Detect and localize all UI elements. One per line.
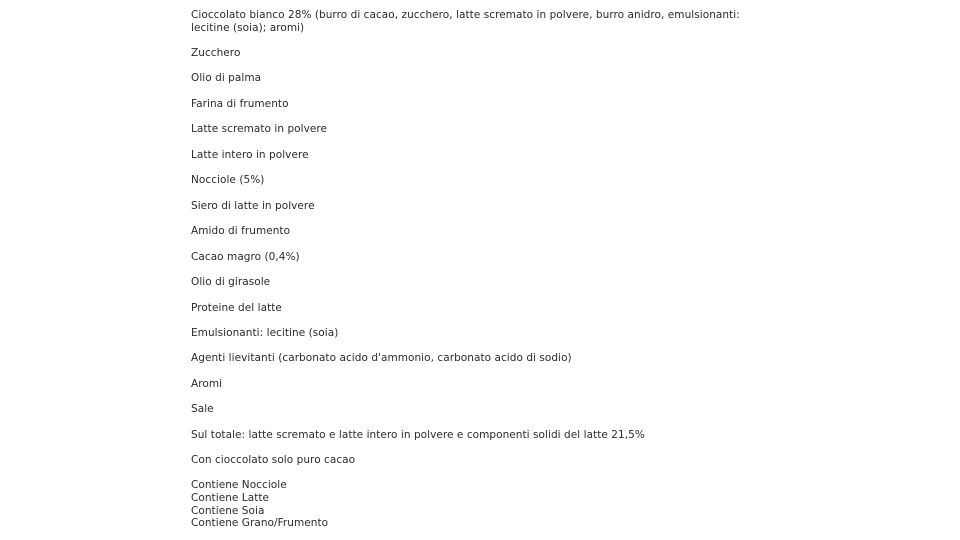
ingredient-item: Latte intero in polvere bbox=[191, 149, 309, 161]
allergen-item: Contiene Nocciole bbox=[191, 479, 287, 491]
ingredient-item: Cioccolato bianco 28% (burro di cacao, zucchero, latte scremato in polvere, burro anidro, emulsionanti: lecitine (soia); aromi) bbox=[191, 9, 740, 34]
ingredient-item: Latte scremato in polvere bbox=[191, 123, 328, 135]
ingredient-item: Sul totale: latte scremato e latte intero in polvere e componenti solidi del latte 21,5% bbox=[191, 429, 645, 441]
ingredient-item: Amido di frumento bbox=[191, 225, 291, 237]
ingredient-item: Zucchero bbox=[191, 47, 241, 59]
ingredient-item: Proteine del latte bbox=[191, 302, 282, 314]
ingredient-item: Agenti lievitanti (carbonato acido d'ammonio, carbonato acido di sodio) bbox=[191, 352, 572, 364]
allergens-block bbox=[191, 479, 791, 530]
ingredient-item: Olio di palma bbox=[191, 72, 262, 84]
ingredient-item: Olio di girasole bbox=[191, 276, 271, 288]
ingredient-item: Emulsionanti: lecitine (soia) bbox=[191, 327, 339, 339]
ingredient-item: Nocciole (5%) bbox=[191, 174, 265, 186]
ingredient-item: Sale bbox=[191, 403, 214, 415]
ingredient-item: Cacao magro (0,4%) bbox=[191, 251, 300, 263]
ingredient-item: Siero di latte in polvere bbox=[191, 200, 315, 212]
allergen-item: Contiene Soia bbox=[191, 504, 265, 517]
allergen-item: Contiene Grano/Frumento bbox=[191, 517, 329, 530]
ingredient-item: Aromi bbox=[191, 378, 223, 390]
ingredient-item: Con cioccolato solo puro cacao bbox=[191, 454, 356, 466]
ingredient-item: Farina di frumento bbox=[191, 98, 289, 110]
allergen-item: Contiene Latte bbox=[191, 491, 270, 504]
